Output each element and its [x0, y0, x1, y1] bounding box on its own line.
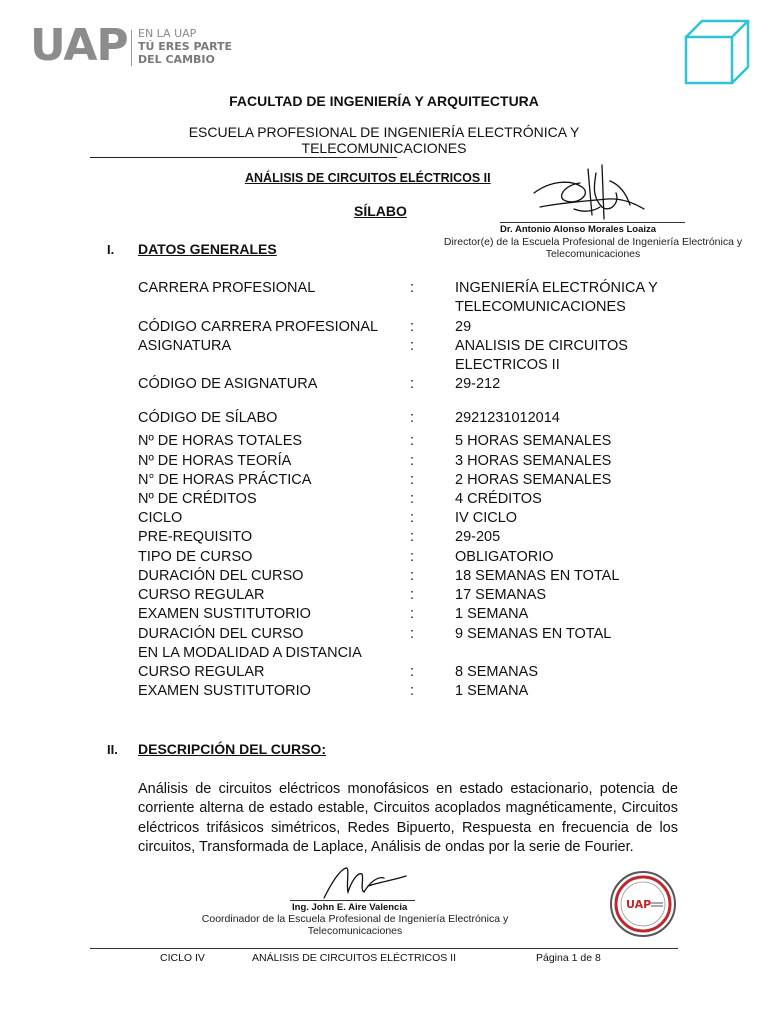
row-value: 8 SEMANAS	[455, 664, 538, 680]
row-label: TIPO DE CURSO	[138, 549, 253, 565]
divider	[90, 157, 397, 158]
row-value: 29-205	[455, 529, 501, 545]
row-colon: :	[410, 319, 415, 335]
signature-line	[500, 222, 685, 223]
row-value: INGENIERÍA ELECTRÓNICA Y	[455, 280, 658, 296]
director-name: Dr. Antonio Alonso Morales Loaiza	[500, 224, 657, 235]
director-role	[432, 236, 754, 260]
row-colon: :	[410, 376, 415, 392]
table-row	[0, 605, 768, 624]
row-colon: :	[410, 338, 415, 354]
row-colon: :	[410, 606, 415, 622]
director-signature	[530, 163, 650, 225]
table-row	[0, 298, 768, 317]
table-row	[0, 586, 768, 605]
table-row	[0, 318, 768, 337]
table-row	[0, 625, 768, 644]
footer-divider	[90, 948, 678, 949]
school-title	[0, 124, 768, 156]
row-colon: :	[410, 472, 415, 488]
row-value: 4 CRÉDITOS	[455, 491, 542, 507]
table-row	[0, 644, 768, 663]
row-colon: :	[410, 683, 415, 699]
coordinator-signature	[318, 862, 408, 902]
row-colon: :	[410, 587, 415, 603]
table-row	[0, 452, 768, 471]
slogan-line-2: TÚ ERES PARTE	[138, 40, 233, 53]
row-label: PRE-REQUISITO	[138, 529, 253, 545]
row-value: 29	[455, 319, 472, 335]
row-label: Nº DE HORAS TEORÍA	[138, 453, 292, 469]
table-row	[0, 509, 768, 528]
footer-course: ANÁLISIS DE CIRCUITOS ELÉCTRICOS II	[252, 952, 457, 964]
row-colon: :	[410, 568, 415, 584]
row-colon: :	[410, 433, 415, 449]
row-value: 2921231012014	[455, 410, 560, 426]
row-label: EXAMEN SUSTITUTORIO	[138, 683, 311, 699]
coordinator-role-line-2: Telecomunicaciones	[307, 925, 403, 937]
row-value: OBLIGATORIO	[455, 549, 554, 565]
director-role-line-2: Telecomunicaciones	[545, 248, 641, 260]
seal-text: UAP	[626, 898, 652, 911]
course-description: Análisis de circuitos eléctricos monofásicos en estado estacionario, potencia de corriente alterna de estado estable, Circuitos acoplados magnéticamente, Circuitos eléctricos trifásicos simétricos, Redes Bipuerto, Respuesta en frecuencia de los circuitos, Transformada de Laplace, Análisis de ondas por la serie de Fourier.	[138, 781, 678, 856]
university-seal-icon	[609, 870, 677, 938]
table-row	[0, 471, 768, 490]
coordinator-role	[200, 913, 510, 937]
row-label: CICLO	[138, 510, 183, 526]
slogan-line-3: DEL CAMBIO	[138, 53, 215, 66]
uap-logo: UAP	[30, 20, 128, 71]
school-line-2: TELECOMUNICACIONES	[301, 140, 467, 156]
row-colon: :	[410, 664, 415, 680]
table-row	[0, 663, 768, 682]
row-value: IV CICLO	[455, 510, 518, 526]
row-colon: :	[410, 510, 415, 526]
row-label: CURSO REGULAR	[138, 587, 265, 603]
row-value: 29-212	[455, 376, 501, 392]
cube-icon	[683, 18, 753, 88]
course-title: ANÁLISIS DE CIRCUITOS ELÉCTRICOS II	[245, 171, 491, 185]
row-label: Nº DE HORAS TOTALES	[138, 433, 303, 449]
row-colon: :	[410, 410, 415, 426]
row-colon: :	[410, 549, 415, 565]
row-value: 9 SEMANAS EN TOTAL	[455, 626, 612, 642]
section-1-number: I.	[107, 242, 115, 257]
slogan	[138, 27, 232, 66]
table-row	[0, 432, 768, 451]
footer-page: Página 1 de 8	[536, 952, 601, 964]
table-row	[0, 548, 768, 567]
row-value: ANALISIS DE CIRCUITOS	[455, 338, 628, 354]
table-row	[0, 682, 768, 701]
slogan-line-1: EN LA UAP	[138, 27, 197, 40]
row-colon: :	[410, 453, 415, 469]
table-row	[0, 567, 768, 586]
section-2-title: DESCRIPCIÓN DEL CURSO:	[138, 741, 326, 757]
row-label: N° DE HORAS PRÁCTICA	[138, 472, 312, 488]
row-colon: :	[410, 491, 415, 507]
table-row	[0, 375, 768, 394]
row-colon: :	[410, 626, 415, 642]
table-row	[0, 337, 768, 356]
row-value: 2 HORAS SEMANALES	[455, 472, 612, 488]
table-row	[0, 356, 768, 375]
row-label: DURACIÓN DEL CURSO	[138, 568, 304, 584]
faculty-title: FACULTAD DE INGENIERÍA Y ARQUITECTURA	[229, 93, 539, 109]
school-line-1: ESCUELA PROFESIONAL DE INGENIERÍA ELECTRÓNICA Y	[188, 124, 580, 140]
footer-cycle: CICLO IV	[160, 952, 205, 964]
row-value: ELECTRICOS II	[455, 357, 560, 373]
row-label: DURACIÓN DEL CURSO	[138, 626, 304, 642]
row-colon: :	[410, 529, 415, 545]
logo-divider	[131, 30, 132, 66]
document-title: SÍLABO	[354, 203, 407, 219]
coordinator-role-line-1: Coordinador de la Escuela Profesional de Ingeniería Electrónica y	[201, 913, 509, 925]
coordinator-name: Ing. John E. Aire Valencia	[292, 902, 408, 913]
table-row	[0, 490, 768, 509]
row-value: TELECOMUNICACIONES	[455, 299, 626, 315]
row-label: ASIGNATURA	[138, 338, 232, 354]
row-label: CÓDIGO DE SÍLABO	[138, 410, 278, 426]
row-label: CURSO REGULAR	[138, 664, 265, 680]
row-label: EN LA MODALIDAD A DISTANCIA	[138, 645, 362, 661]
row-value: 3 HORAS SEMANALES	[455, 453, 612, 469]
section-1-title: DATOS GENERALES	[138, 241, 277, 257]
row-value: 5 HORAS SEMANALES	[455, 433, 612, 449]
director-role-line-1: Director(e) de la Escuela Profesional de Ingeniería Electrónica y	[443, 236, 743, 248]
signature-line	[290, 900, 415, 901]
row-colon: :	[410, 280, 415, 296]
row-label: Nº DE CRÉDITOS	[138, 491, 257, 507]
table-row	[0, 409, 768, 428]
row-value: 17 SEMANAS	[455, 587, 547, 603]
row-label: EXAMEN SUSTITUTORIO	[138, 606, 311, 622]
row-label: CÓDIGO CARRERA PROFESIONAL	[138, 319, 379, 335]
row-label: CARRERA PROFESIONAL	[138, 280, 316, 296]
table-row	[0, 279, 768, 298]
row-value: 1 SEMANA	[455, 606, 529, 622]
row-value: 1 SEMANA	[455, 683, 529, 699]
section-2-number: II.	[107, 742, 118, 757]
row-value: 18 SEMANAS EN TOTAL	[455, 568, 620, 584]
row-label: CÓDIGO DE ASIGNATURA	[138, 376, 318, 392]
table-row	[0, 528, 768, 547]
